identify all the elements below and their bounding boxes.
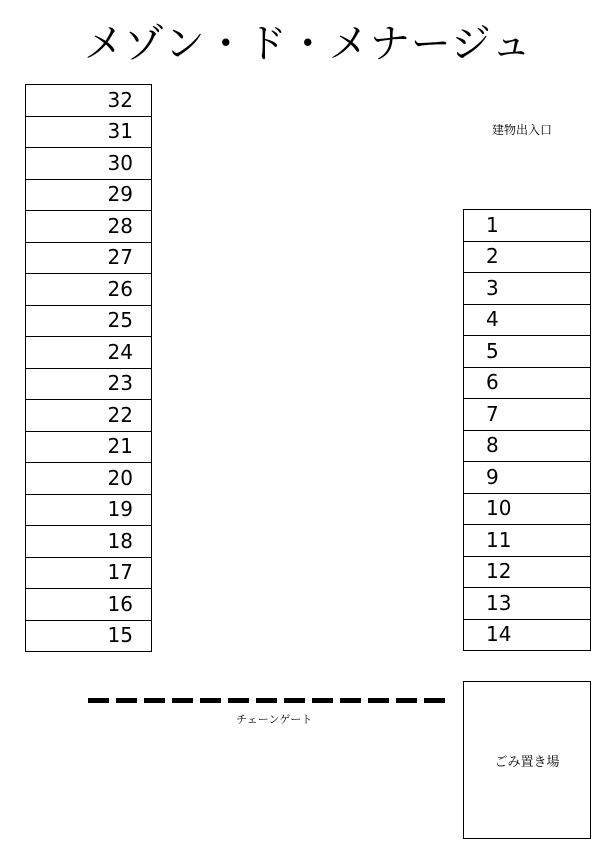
garbage-area [463,681,591,839]
parking-space [26,274,151,306]
parking-space-number: 1 [486,212,499,237]
parking-space-number: 23 [107,371,133,396]
parking-space-number: 13 [486,590,512,615]
parking-space-number: 26 [107,276,133,301]
parking-space [26,463,151,495]
parking-space [26,558,151,590]
parking-space [26,85,151,117]
chain-gate-line [88,698,452,703]
parking-space-number: 6 [486,370,499,395]
parking-space-number: 24 [107,339,133,364]
parking-space-number: 2 [486,244,499,269]
parking-space-number: 17 [107,560,133,585]
parking-space-number: 19 [107,497,133,522]
parking-space [464,525,590,557]
parking-space [26,337,151,369]
building-title: メゾン・ド・メナージュ [83,21,533,67]
parking-space-number: 15 [107,623,133,648]
parking-space-number: 3 [486,275,499,300]
parking-space [464,431,590,463]
parking-space-number: 14 [486,622,512,647]
parking-space-number: 4 [486,307,499,332]
parking-space-number: 32 [107,87,133,112]
parking-space-number: 30 [107,150,133,175]
parking-space [464,494,590,526]
parking-space [26,180,151,212]
parking-space [464,588,590,620]
parking-space [26,369,151,401]
parking-space-number: 18 [107,528,133,553]
parking-space [464,399,590,431]
parking-space [464,305,590,337]
parking-space [26,495,151,527]
parking-space-number: 5 [486,338,499,363]
parking-space [26,117,151,149]
parking-space [464,242,590,274]
parking-column-right [463,209,591,651]
parking-space-number: 8 [486,433,499,458]
parking-space [464,462,590,494]
parking-space [26,526,151,558]
parking-space-number: 28 [107,213,133,238]
parking-space [26,211,151,243]
parking-space-number: 12 [486,559,512,584]
parking-space [464,273,590,305]
parking-space [464,368,590,400]
parking-space [464,620,590,652]
parking-space [26,400,151,432]
parking-space-number: 16 [107,591,133,616]
parking-space-number: 22 [107,402,133,427]
parking-space [26,243,151,275]
parking-space [26,306,151,338]
parking-column-left [25,84,152,652]
parking-space [26,148,151,180]
parking-space-number: 9 [486,464,499,489]
parking-space-number: 21 [107,434,133,459]
chain-gate-label: チェーンゲート [236,713,313,726]
parking-space [464,336,590,368]
parking-space [26,621,151,653]
parking-space [26,589,151,621]
parking-space-number: 10 [486,496,512,521]
parking-space-number: 31 [107,119,133,144]
parking-space-number: 29 [107,182,133,207]
parking-space-number: 25 [107,308,133,333]
parking-space [464,557,590,589]
parking-space-number: 7 [486,401,499,426]
parking-space-number: 20 [107,465,133,490]
building-entrance-label: 建物出入口 [492,123,553,137]
garbage-area-label: ごみ置き場 [494,754,560,770]
parking-space-number: 11 [486,527,512,552]
parking-space [26,432,151,464]
parking-space [464,210,590,242]
parking-space-number: 27 [107,245,133,270]
